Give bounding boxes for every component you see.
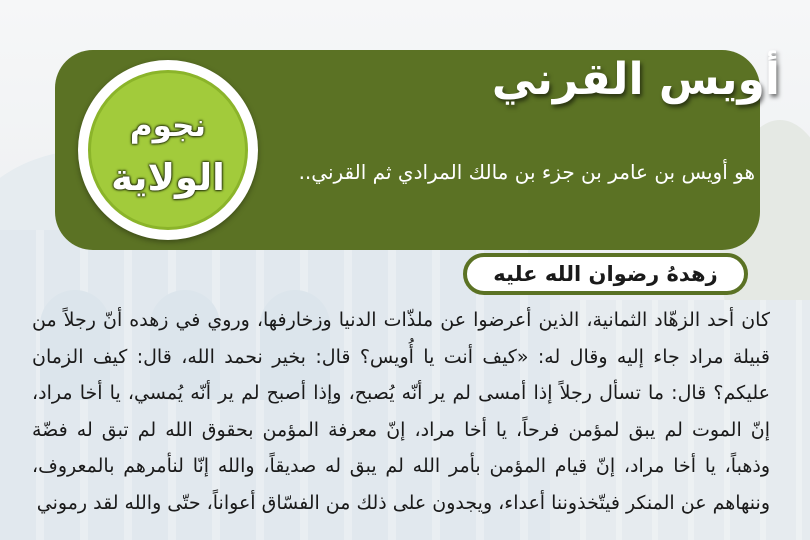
section-heading-label: زهدهُ رضوان الله عليه [493, 262, 718, 286]
series-logo [78, 60, 258, 240]
logo-line-1: نجوم [129, 108, 207, 144]
logo-badge [88, 70, 248, 230]
section-heading [463, 253, 748, 295]
intro-text: هو أويس بن عامر بن جزء بن مالك المرادي ثم القرني.. [298, 160, 755, 184]
logo-line-2: الولاية [111, 156, 225, 199]
page-title: أويس القرني [491, 54, 780, 105]
body-text: كان أحد الزهّاد الثمانية، الذين أعرضوا عن ملذّات الدنيا وزخارفها، وروي في زهده أنّ رجلاً من قبيلة مراد جاء إليه وقال له: «كيف أنت يا أُويس؟ قال: بخير نحمد الله، قال: كيف الزمان عليكم؟ قال: ما تسأل رجلاً إذا أمسى لم ير أنّه يُصبح، وإذا أصبح لم ير أنّه يُمسي، يا أخا مراد، إنّ الموت لم يبق لمؤمن فرحاً، يا أخا مراد، إنّ معرفة المؤمن بحقوق الله لم تبق له فضّة وذهباً، يا أخا مراد، إنّ قيام المؤمن بأمر الله لم يبق له صديقاً، والله إنّا لنأمرهم بالمعروف، وننهاهم عن المنكر فيتّخذوننا أعداء، ويجدون على ذلك من الفسّاق أعواناً، حتّى والله لقد رموني [32, 309, 770, 514]
